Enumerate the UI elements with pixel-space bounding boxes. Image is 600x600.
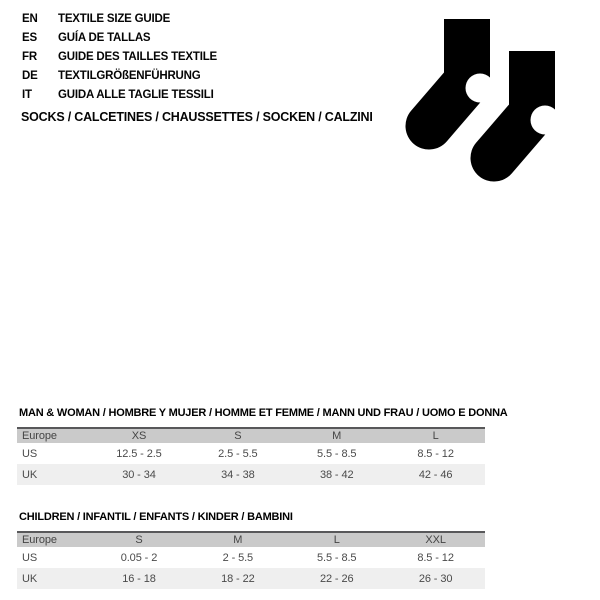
row-label: UK (22, 468, 38, 481)
column-header: S (234, 430, 242, 442)
category-line: SOCKS / CALCETINES / CHAUSSETTES / SOCKEN / CALZINI (21, 110, 373, 124)
lang-row-en (22, 9, 217, 28)
size-cell: 42 - 46 (418, 468, 453, 481)
size-table-children (17, 511, 485, 589)
column-header: XS (131, 430, 147, 442)
size-cell: 34 - 38 (221, 468, 255, 481)
lang-row-it (22, 85, 217, 104)
size-cell: 0.05 - 2 (120, 551, 158, 564)
table-title: CHILDREN / INFANTIL / ENFANTS / KINDER / BAMBINI (19, 511, 293, 523)
size-cell: 30 - 34 (122, 468, 156, 481)
row-label: US (22, 447, 38, 460)
size-cell: 16 - 18 (122, 572, 156, 585)
lang-label: TEXTILGRÖßENFÜHRUNG (58, 69, 201, 82)
table-row-uk (17, 464, 485, 485)
lang-code: ES (22, 31, 37, 44)
lang-row-de (22, 66, 217, 85)
size-cell: 8.5 - 12 (417, 447, 454, 460)
size-cell: 2.5 - 5.5 (218, 447, 258, 460)
size-cell: 8.5 - 12 (417, 551, 454, 564)
lang-code: EN (22, 12, 38, 25)
size-cell: 2 - 5.5 (222, 551, 254, 564)
size-cell: 5.5 - 8.5 (316, 447, 357, 460)
lang-code: IT (22, 88, 32, 101)
size-cell: 26 - 30 (418, 572, 453, 585)
lang-label: GUIDA ALLE TAGLIE TESSILI (58, 88, 214, 101)
table-row-us (17, 443, 485, 464)
lang-row-fr (22, 47, 217, 66)
column-header: XXL (425, 534, 446, 546)
table-header-row (17, 531, 485, 547)
column-header: Europe (22, 430, 57, 442)
size-table-adult (17, 407, 508, 485)
sock-shape (429, 19, 495, 126)
table-row-uk (17, 568, 485, 589)
table-row-us (17, 547, 485, 568)
column-header: L (333, 534, 340, 546)
lang-label: GUÍA DE TALLAS (58, 31, 151, 44)
socks-icon (392, 8, 592, 193)
row-label: US (22, 551, 38, 564)
column-header: Europe (22, 534, 57, 546)
lang-code: FR (22, 50, 37, 63)
size-cell: 12.5 - 2.5 (116, 447, 162, 460)
lang-label: GUIDE DES TAILLES TEXTILE (58, 50, 217, 63)
column-header: M (233, 534, 243, 546)
lang-label: TEXTILE SIZE GUIDE (58, 12, 171, 25)
size-cell: 18 - 22 (221, 572, 255, 585)
lang-code: DE (22, 69, 38, 82)
table-title: MAN & WOMAN / HOMBRE Y MUJER / HOMME ET FEMME / MANN UND FRAU / UOMO E DONNA (19, 407, 508, 419)
row-label: UK (22, 572, 38, 585)
column-header: M (332, 430, 342, 442)
column-header: S (135, 534, 143, 546)
lang-row-es (22, 28, 217, 47)
column-header: L (432, 430, 439, 442)
size-cell: 38 - 42 (319, 468, 354, 481)
size-cell: 22 - 26 (319, 572, 354, 585)
language-guide-list (22, 9, 217, 104)
table-header-row (17, 427, 485, 443)
size-cell: 5.5 - 8.5 (316, 551, 357, 564)
